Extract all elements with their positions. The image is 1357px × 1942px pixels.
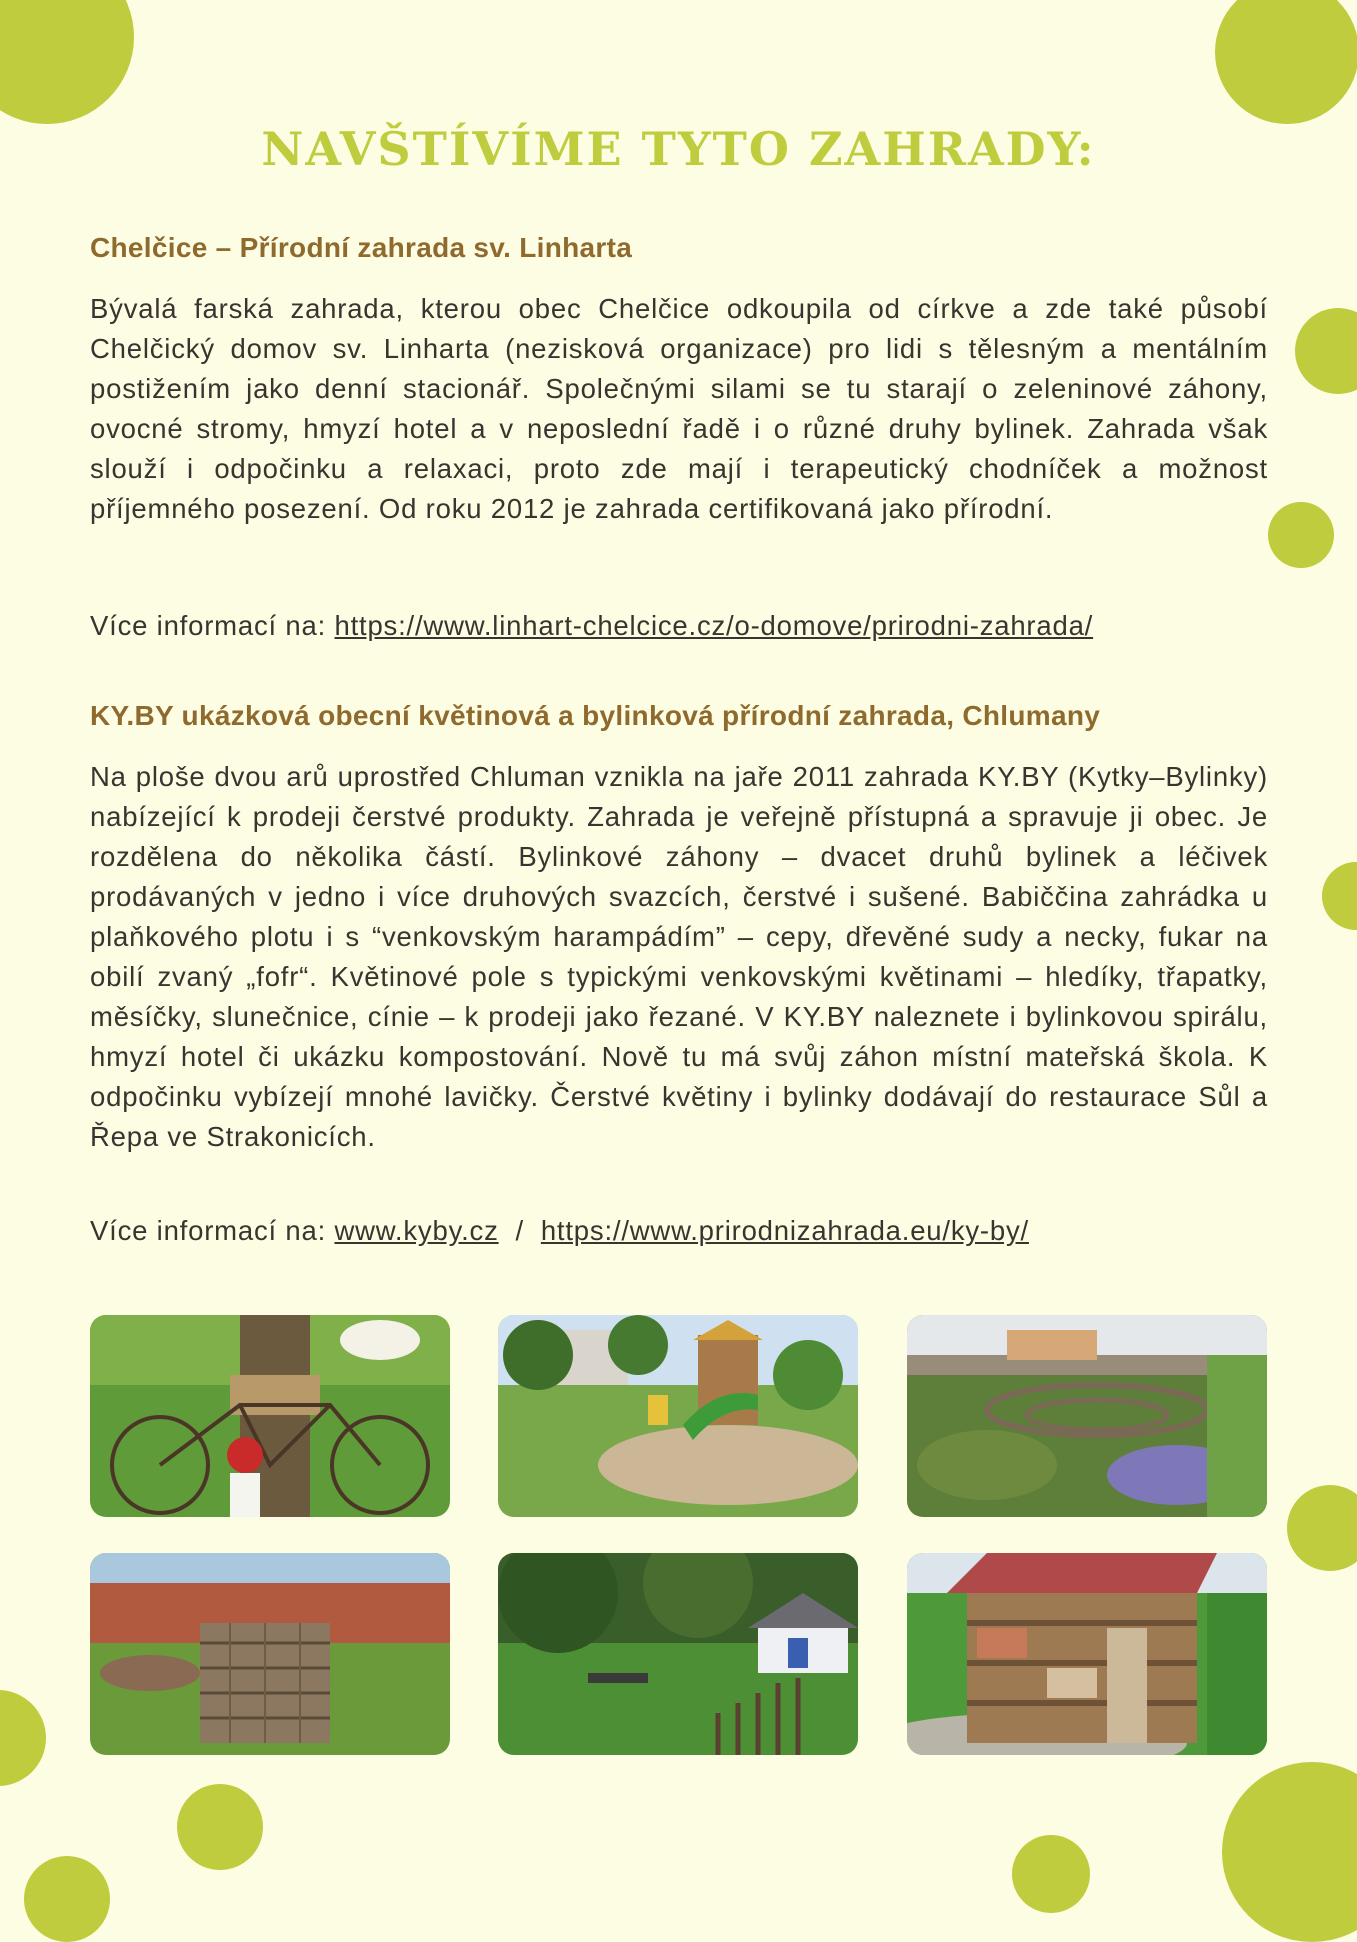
decor-circle [0,0,134,124]
insect-hotel-pallet-photo [90,1553,450,1755]
section-kyby [90,700,1268,732]
decor-circle [1295,308,1357,394]
bicycle-photo [90,1315,450,1517]
herb-spiral-photo [907,1315,1267,1517]
garden-cottage-photo [498,1553,858,1755]
decor-circle [1322,862,1357,930]
decor-circle [1287,1485,1357,1571]
section-paragraph: Bývalá farská zahrada, kterou obec Chelčice odkoupila od církve a zde také působí Chelčický domov sv. Linharta (nezisková organizace) pro lidi s tělesným a mentálním postižením jako denní stacionář. Společnými silami se tu starají o zeleninové záhony, ovocné stromy, hmyzí hotel a v neposlední řadě i o různé druhy bylinek. Zahrada však slouží i odpočinku a relaxaci, proto zde mají i terapeutický chodníček a možnost příjemného posezení. Od roku 2012 je zahrada certifikovaná jako přírodní. [90,293,1268,524]
page-title: NAVŠTÍVÍME TYTO ZAHRADY: [261,122,1096,176]
link-separator: / [498,1215,541,1246]
more-info-label: Více informací na: [90,1215,335,1246]
decor-circle [1268,502,1334,568]
section-heading: Chelčice – Přírodní zahrada sv. Linharta [90,232,633,263]
more-info-line [90,610,1268,642]
section-paragraph: Na ploše dvou arů uprostřed Chluman vznikla na jaře 2011 zahrada KY.BY (Kytky–Bylinky) nabízející k prodeji čerstvé produkty. Zahrada je veřejně přístupná a spravuje ji obec. Je rozdělena do několika částí. Bylinkové záhony – dvacet druhů bylinek a léčivek prodávaných v jedno i více druhových svazcích, čerstvé i sušené. Babiččina zahrádka u plaňkového plotu i s “venkovským harampádím” – cepy, dřevěné sudy a necky, fukar na obilí zvaný „fofr“. Květinové pole s typickými venkovskými květinami – hledíky, třapatky, měsíčky, slunečnice, cínie – k prodeji jako řezané. V KY.BY naleznete i bylinkovou spirálu, hmyzí hotel či ukázku kompostování. Nově tu má svůj záhon místní mateřská škola. K odpočinku vybízejí mnohé lavičky. Čerstvé květiny i bylinky dodávají do restaurace Sůl a Řepa ve Strakonicích. [90,761,1268,1152]
section-kyby-body [90,757,1268,1157]
section-chelcice-body [90,289,1268,529]
section-kyby-info [90,1215,1268,1247]
more-info-line [90,1215,1268,1247]
decor-circle [177,1784,263,1870]
prirodnizahrada-link[interactable]: https://www.prirodnizahrada.eu/ky-by/ [540,1215,1029,1246]
more-info-label: Více informací na: [90,610,335,641]
section-heading: KY.BY ukázková obecní květinová a bylinková přírodní zahrada, Chlumany [90,700,1101,731]
decor-circle [1012,1835,1090,1913]
decor-circle [0,1690,46,1786]
playground-photo [498,1315,858,1517]
kyby-link[interactable]: www.kyby.cz [334,1215,499,1246]
linhart-link[interactable]: https://www.linhart-chelcice.cz/o-domove/prirodni-zahrada/ [334,610,1094,641]
decor-circle [1215,0,1357,124]
section-chelcice [90,232,1268,264]
insect-hotel-shelter-photo [907,1553,1267,1755]
section-chelcice-info [90,610,1268,642]
decor-circle [24,1856,110,1942]
decor-circle [1222,1762,1357,1942]
